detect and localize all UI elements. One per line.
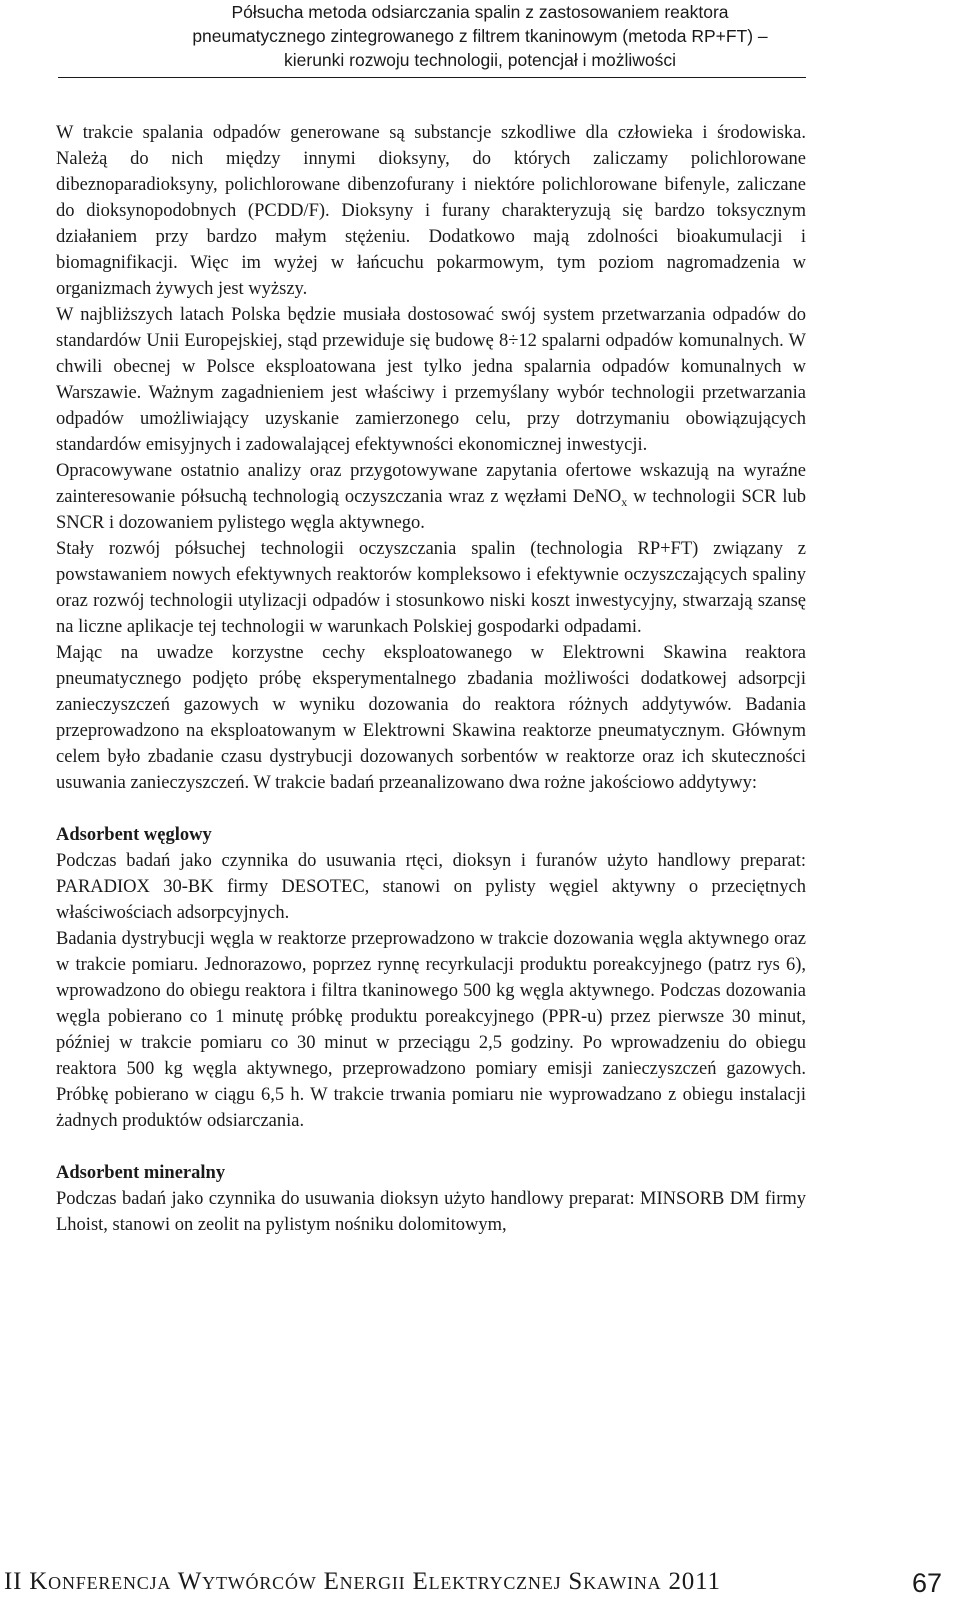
subscript: x (621, 495, 628, 509)
paragraph: Podczas badań jako czynnika do usuwania rtęci, dioksyn i furanów użyto handlowy preparat: PARADIOX 30-BK firmy DESOTEC, stanowi on pylisty węgiel aktywny o przeciętnych właściwościach adsorpcyjnych. (56, 851, 806, 923)
header-rule (58, 77, 806, 78)
paragraph (56, 458, 806, 536)
paragraph: Stały rozwój półsuchej technologii oczyszczania spalin (technologia RP+FT) związany z powstawaniem nowych efektywnych reaktorów kompleksowo i efektywnie oczyszczających spaliny oraz rozwój technologii utylizacji odpadów i stosunkowo niski koszt inwestycyjny, stwarzają szansę na liczne aplikacje tej technologii w warunkach Polskiej gospodarki odpadami. (56, 539, 806, 637)
paragraph: W najbliższych latach Polska będzie musiała dostosować swój system przetwarzania odpadów do standardów Unii Europejskiej, stąd przewiduje się budowę 8÷12 spalarni odpadów komunalnych. W chwili obecnej w Polsce eksploatowana jest tylko jedna spalarnia odpadów komunalnych w Warszawie. Ważnym zagadnieniem jest właściwy i przemyślany wybór technologii przetwarzania odpadów umożliwiający uzyskanie zamierzonego celu, przy dotrzymaniu obowiązujących standardów emisyjnych i zadowalającej efektywności ekonomicznej inwestycji. (56, 305, 806, 455)
paragraph: Mając na uwadze korzystne cechy eksploatowanego w Elektrowni Skawina reaktora pneumatycznego podjęto próbę eksperymentalnego zbadania możliwości dodatkowej adsorpcji zanieczyszczeń gazowych w wyniku dozowania do reaktora różnych addytywów. Badania przeprowadzono na eksploatowanym w Elektrowni Skawina reaktorze pneumatycznym. Głównym celem było zbadanie czasu dystrybucji dozowanych sorbentów w reaktorze oraz ich skuteczności usuwania zanieczyszczeń. W trakcie badań przeanalizowano dwa rożne jakościowo addytywy: (56, 643, 806, 793)
page-number: 67 (911, 1568, 942, 1598)
running-header (0, 0, 960, 72)
header-line-2: pneumatycznego zintegrowanego z filtrem tkaninowym (metoda RP+FT) – (192, 26, 768, 46)
conference-name: II Konferencja Wytwórców Energii Elektrycznej Skawina 2011 (4, 1568, 721, 1595)
section-heading: Adsorbent mineralny (56, 1163, 226, 1183)
paragraph-text: Opracowywane ostatnio analizy oraz przygotowywane zapytania ofertowe wskazują na wyraźne zainteresowanie półsuchą technologią oczyszczania wraz z węzłami DeNO (56, 461, 806, 507)
header-line-3: kierunki rozwoju technologii, potencjał i możliwości (284, 50, 676, 70)
page-footer (0, 1568, 960, 1604)
section-heading: Adsorbent węglowy (56, 825, 212, 845)
paragraph: Podczas badań jako czynnika do usuwania dioksyn użyto handlowy preparat: MINSORB DM firmy Lhoist, stanowi on zeolit na pylistym nośniku dolomitowym, (56, 1189, 806, 1235)
paragraph: Badania dystrybucji węgla w reaktorze przeprowadzono w trakcie dozowania węgla aktywnego oraz w trakcie pomiaru. Jednorazowo, poprzez rynnę recyrkulacji produktu poreakcyjnego (patrz rys 6), wprowadzono do obiegu reaktora i filtra tkaninowego 500 kg węgla aktywnego. Podczas dozowania węgla pobierano co 1 minutę próbkę produktu poreakcyjnego (PPR-u) przez pierwsze 30 minut, później w trakcie pomiaru co 30 minut w przeciągu 2,5 godziny. Po wprowadzeniu do obiegu reaktora 500 kg węgla aktywnego, przeprowadzono pomiary emisji zanieczyszczeń gazowych. Próbkę pobierano w ciągu 6,5 h. W trakcie trwania pomiaru nie wyprowadzano z obiegu instalacji żadnych produktów odsiarczania. (56, 929, 806, 1131)
paragraph-text: w technologii SCR lub SNCR i dozowaniem pylistego węgla aktywnego. (56, 487, 806, 533)
paragraph: W trakcie spalania odpadów generowane są substancje szkodliwe dla człowieka i środowiska. Należą do nich między innymi dioksyny, do których zaliczamy polichlorowane dibeznoparadioksyny, polichlorowane dibenzofurany i niektóre polichlorowane bifenyle, zaliczane do dioksynopodobnych (PCDD/F). Dioksyny i furany charakteryzują się bardzo toksycznym działaniem przy bardzo małym stężeniu. Dodatkowo mają zdolności bioakumulacji i biomagnifikacji. Więc im wyżej w łańcuchu pokarmowym, tym poziom nagromadzenia w organizmach żywych jest wyższy. (56, 123, 806, 299)
body-text (56, 120, 806, 1238)
header-line-1: Półsucha metoda odsiarczania spalin z zastosowaniem reaktora (231, 2, 729, 22)
